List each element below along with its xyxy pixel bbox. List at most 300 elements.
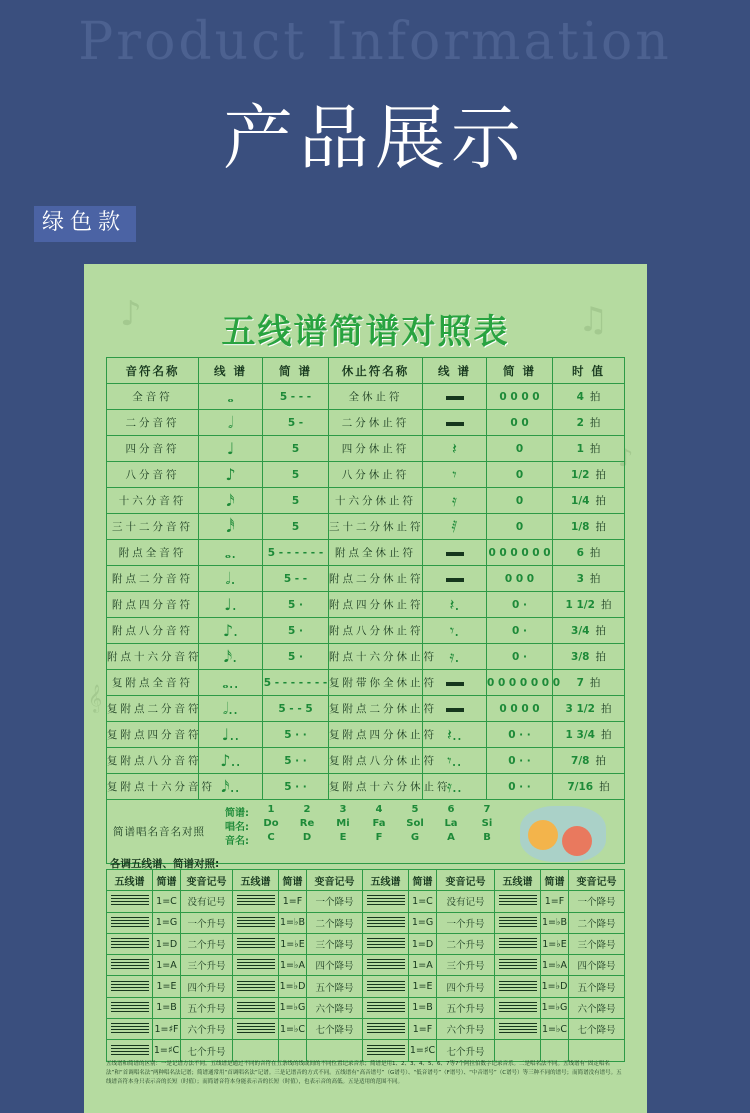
note-jianpu: 5 - xyxy=(263,410,329,436)
key-jianpu: 1=D xyxy=(153,933,181,954)
staff-icon xyxy=(367,895,405,907)
note-name: 附点十六分音符 xyxy=(107,644,199,670)
note-staff-symbol: 𝅗𝅥 xyxy=(199,410,263,436)
staff-cell xyxy=(107,891,153,912)
table-row xyxy=(107,384,625,410)
note-jianpu: 5 · · xyxy=(263,748,329,774)
staff-icon xyxy=(111,981,149,993)
table-row xyxy=(107,891,625,912)
poster-title: 五线谱简谱对照表 xyxy=(221,312,510,352)
column-header: 五线谱 xyxy=(107,870,153,891)
key-jianpu: 1=G xyxy=(409,912,437,933)
solfa-line-label: 音名: xyxy=(225,836,249,847)
key-jianpu: 1=A xyxy=(153,955,181,976)
staff-cell xyxy=(495,1019,541,1040)
note-rest-table xyxy=(106,357,625,864)
key-jianpu: 1=B xyxy=(409,997,437,1018)
duration-cell xyxy=(553,410,625,436)
music-note-icon: ♪ xyxy=(120,294,142,334)
staff-icon xyxy=(111,1045,149,1057)
key-jianpu: 1=F xyxy=(279,891,307,912)
solfa-value: 2 xyxy=(303,804,311,815)
note-name: 复附点八分音符 xyxy=(107,748,199,774)
note-name: 全音符 xyxy=(107,384,199,410)
duration-cell xyxy=(553,722,625,748)
table-row xyxy=(107,933,625,954)
staff-cell xyxy=(363,976,409,997)
note-staff-symbol: 𝅘𝅥𝅰 xyxy=(199,514,263,540)
accidental-label: 三个升号 xyxy=(437,955,495,976)
solfa-value: G xyxy=(410,832,420,843)
staff-icon xyxy=(499,895,537,907)
rest-bar-icon xyxy=(446,578,464,582)
note-jianpu: 5 - - xyxy=(263,566,329,592)
note-staff-symbol: ♩ xyxy=(199,436,263,462)
column-header: 简谱 xyxy=(409,870,437,891)
duration-unit: 拍 xyxy=(599,781,610,793)
rest-staff-symbol xyxy=(423,384,487,410)
duration-unit: 拍 xyxy=(595,651,606,663)
accidental-label: 二个升号 xyxy=(437,933,495,954)
staff-cell xyxy=(107,1040,153,1061)
staff-icon xyxy=(499,1023,537,1035)
accidental-label: 六个降号 xyxy=(569,997,625,1018)
note-jianpu: 5 - - - xyxy=(263,384,329,410)
table-row xyxy=(107,618,625,644)
duration-value: 4 xyxy=(576,391,584,403)
note-name: 二分音符 xyxy=(107,410,199,436)
duration-unit: 拍 xyxy=(595,469,606,481)
staff-cell xyxy=(107,976,153,997)
note-staff-symbol: ♪.. xyxy=(199,748,263,774)
column-header: 五线谱 xyxy=(233,870,279,891)
rest-staff-symbol: 𝄾.. xyxy=(423,748,487,774)
staff-icon xyxy=(499,917,537,929)
key-jianpu: 1=♭A xyxy=(279,955,307,976)
solfa-value: 6 xyxy=(447,804,455,815)
staff-icon xyxy=(237,1023,275,1035)
note-name: 附点四分音符 xyxy=(107,592,199,618)
accidental-label: 四个降号 xyxy=(569,955,625,976)
duration-value: 1 xyxy=(576,443,584,455)
staff-icon xyxy=(111,895,149,907)
duration-value: 3/4 xyxy=(571,625,590,637)
note-staff-symbol: ♪. xyxy=(199,618,263,644)
rest-staff-symbol xyxy=(423,566,487,592)
rest-staff-symbol: 𝄽. xyxy=(423,592,487,618)
solfa-value: B xyxy=(483,832,491,843)
accidental-label: 五个升号 xyxy=(181,997,233,1018)
variant-label: 绿色款 xyxy=(34,206,136,242)
rest-jianpu: 0 0 xyxy=(487,410,553,436)
key-jianpu: 1=A xyxy=(409,955,437,976)
rest-name: 三十二分休止符 xyxy=(329,514,423,540)
duration-value: 7/16 xyxy=(567,781,594,793)
accidental-label: 六个升号 xyxy=(437,1019,495,1040)
duration-value: 1/4 xyxy=(571,495,590,507)
note-jianpu: 5 xyxy=(263,436,329,462)
duration-unit: 拍 xyxy=(589,677,601,689)
duration-value: 3 1/2 xyxy=(565,703,595,715)
accidental-label: 六个升号 xyxy=(181,1019,233,1040)
key-jianpu: 1=♭A xyxy=(541,955,569,976)
solfa-line xyxy=(219,804,505,818)
column-header: 变音记号 xyxy=(569,870,625,891)
key-jianpu: 1=♭D xyxy=(541,976,569,997)
rest-jianpu: 0 xyxy=(487,436,553,462)
solfa-value: 7 xyxy=(483,804,491,815)
column-header: 简 谱 xyxy=(263,358,329,384)
note-name: 八分音符 xyxy=(107,462,199,488)
background-heading: Product Information xyxy=(78,12,672,72)
rest-jianpu: 0 0 0 xyxy=(487,566,553,592)
rest-staff-symbol: 𝄽 xyxy=(423,436,487,462)
staff-cell xyxy=(495,1040,541,1061)
key-table-title: 各调五线谱、简谱对照: xyxy=(110,858,220,870)
duration-unit: 拍 xyxy=(595,625,606,637)
solfa-cell xyxy=(107,800,625,864)
staff-cell xyxy=(363,891,409,912)
staff-cell xyxy=(107,1019,153,1040)
table-row xyxy=(107,955,625,976)
duration-cell xyxy=(553,436,625,462)
column-header: 简谱 xyxy=(279,870,307,891)
key-jianpu: 1=B xyxy=(153,997,181,1018)
table-row xyxy=(107,976,625,997)
staff-cell xyxy=(495,933,541,954)
accidental-label: 一个降号 xyxy=(307,891,363,912)
solfa-value: 4 xyxy=(375,804,383,815)
column-header: 五线谱 xyxy=(495,870,541,891)
staff-cell xyxy=(495,891,541,912)
duration-value: 2 xyxy=(576,417,584,429)
rest-staff-symbol: 𝅀 xyxy=(423,514,487,540)
footnote: 五线谱和简谱的区别：一是记谱方法不同。五线谱是通过不同的音符在五条线的线或间的不同位置记录音乐；简谱是用1、2、3、4、5、6、7等7个阿拉伯数字记录音乐。二是唱名法不同。五线谱有“固定唱名法”和“首调唱名法”两种唱名法记谱；简谱通常用“首调唱名法”记谱。三是记谱音的方式不同。五线谱有“高音谱号”（G谱号）、“低音谱号”（F谱号）、“中音谱号”（C谱号）等三种不同的谱号；而简谱没有谱号。五线谱音符本身只表示音的长短（时值）；而简谱音符本身能表示音的长短（时值），也表示音的高低。五是适用的范围不同。 xyxy=(106,1061,622,1085)
duration-unit: 拍 xyxy=(600,729,612,741)
table-row xyxy=(107,670,625,696)
table-row xyxy=(107,722,625,748)
solfa-line-label: 简谱: xyxy=(225,808,249,819)
rest-jianpu: 0 0 0 0 xyxy=(487,696,553,722)
note-jianpu: 5 xyxy=(263,514,329,540)
key-jianpu: 1=♭C xyxy=(541,1019,569,1040)
duration-value: 1/8 xyxy=(571,521,590,533)
column-header: 变音记号 xyxy=(181,870,233,891)
duration-cell xyxy=(553,540,625,566)
accidental-label: 三个升号 xyxy=(181,955,233,976)
note-name: 三十二分音符 xyxy=(107,514,199,540)
staff-cell xyxy=(233,955,279,976)
accidental-label: 一个升号 xyxy=(437,912,495,933)
solfa-value: Sol xyxy=(406,818,424,829)
rest-staff-symbol: 𝄿 xyxy=(423,488,487,514)
solfa-line xyxy=(219,818,505,832)
solfa-row xyxy=(107,800,625,864)
key-jianpu: 1=♭G xyxy=(541,997,569,1018)
note-name: 复附点十六分音符 xyxy=(107,774,199,800)
solfa-grid xyxy=(219,804,505,846)
duration-value: 3/8 xyxy=(571,651,590,663)
key-jianpu: 1=♭B xyxy=(541,912,569,933)
duration-cell xyxy=(553,748,625,774)
column-header: 线 谱 xyxy=(423,358,487,384)
note-name: 附点二分音符 xyxy=(107,566,199,592)
table-row xyxy=(107,488,625,514)
column-header: 五线谱 xyxy=(363,870,409,891)
note-staff-symbol: 𝅘𝅥𝅯. xyxy=(199,644,263,670)
key-jianpu: 1=♯C xyxy=(409,1040,437,1061)
table-row xyxy=(107,1040,625,1061)
staff-icon xyxy=(367,959,405,971)
key-jianpu: 1=♭D xyxy=(279,976,307,997)
staff-cell xyxy=(363,1019,409,1040)
staff-icon xyxy=(237,959,275,971)
accidental-label: 二个降号 xyxy=(569,912,625,933)
table-row xyxy=(107,997,625,1018)
key-jianpu: 1=E xyxy=(409,976,437,997)
note-staff-symbol: 𝅝 xyxy=(199,384,263,410)
staff-icon xyxy=(499,1002,537,1014)
solfa-line-label: 唱名: xyxy=(225,822,249,833)
duration-cell xyxy=(553,514,625,540)
accidental-label: 七个降号 xyxy=(307,1019,363,1040)
key-jianpu xyxy=(541,1040,569,1061)
key-jianpu: 1=E xyxy=(153,976,181,997)
duration-value: 1/2 xyxy=(571,469,590,481)
accidental-label: 没有记号 xyxy=(181,891,233,912)
key-jianpu xyxy=(279,1040,307,1061)
column-header: 时 值 xyxy=(553,358,625,384)
note-jianpu: 5 - - - - - - - xyxy=(263,670,329,696)
note-jianpu: 5 · xyxy=(263,618,329,644)
rest-jianpu: 0 0 0 0 0 0 0 xyxy=(487,670,553,696)
column-header: 简谱 xyxy=(541,870,569,891)
column-header: 音符名称 xyxy=(107,358,199,384)
staff-cell xyxy=(233,891,279,912)
table-row xyxy=(107,514,625,540)
rest-staff-symbol xyxy=(423,540,487,566)
rest-jianpu: 0 0 0 0 xyxy=(487,384,553,410)
page-title: 产品展示 xyxy=(223,97,527,179)
duration-cell xyxy=(553,488,625,514)
rest-bar-icon xyxy=(446,682,464,686)
product-poster xyxy=(84,264,647,1113)
duration-unit: 拍 xyxy=(595,495,606,507)
rest-staff-symbol: 𝄾 xyxy=(423,462,487,488)
rest-staff-symbol: 𝄿.. xyxy=(423,774,487,800)
key-jianpu: 1=G xyxy=(153,912,181,933)
duration-cell xyxy=(553,462,625,488)
rest-name: 附点八分休止符 xyxy=(329,618,423,644)
accidental-label: 一个升号 xyxy=(181,912,233,933)
rest-name: 附点全休止符 xyxy=(329,540,423,566)
solfa-value: E xyxy=(339,832,347,843)
duration-value: 7 xyxy=(576,677,584,689)
duration-cell xyxy=(553,592,625,618)
staff-cell xyxy=(107,933,153,954)
staff-cell xyxy=(363,1040,409,1061)
duration-value: 6 xyxy=(576,547,584,559)
solfa-value: 3 xyxy=(339,804,347,815)
duration-cell xyxy=(553,566,625,592)
staff-icon xyxy=(111,917,149,929)
rest-jianpu: 0 0 0 0 0 0 xyxy=(487,540,553,566)
staff-icon xyxy=(367,1023,405,1035)
key-jianpu: 1=C xyxy=(409,891,437,912)
duration-cell xyxy=(553,670,625,696)
note-name: 四分音符 xyxy=(107,436,199,462)
rest-staff-symbol: 𝄾. xyxy=(423,618,487,644)
solfa-value: F xyxy=(375,832,383,843)
table-row xyxy=(107,410,625,436)
accidental-label: 四个升号 xyxy=(437,976,495,997)
note-name: 复附点四分音符 xyxy=(107,722,199,748)
staff-icon xyxy=(111,1023,149,1035)
rest-name: 全休止符 xyxy=(329,384,423,410)
music-note-icon: ♪ xyxy=(618,444,634,472)
key-jianpu: 1=C xyxy=(153,891,181,912)
illustration-child-boy xyxy=(528,820,558,850)
staff-icon xyxy=(499,959,537,971)
solfa-value: Do xyxy=(263,818,279,829)
solfa-value: 1 xyxy=(267,804,275,815)
duration-value: 7/8 xyxy=(571,755,590,767)
rest-jianpu: 0 xyxy=(487,514,553,540)
staff-cell xyxy=(233,976,279,997)
column-header: 变音记号 xyxy=(437,870,495,891)
rest-name: 八分休止符 xyxy=(329,462,423,488)
note-jianpu: 5 - - - - - - xyxy=(263,540,329,566)
note-name: 复附点二分音符 xyxy=(107,696,199,722)
key-jianpu: 1=♭B xyxy=(279,912,307,933)
duration-unit: 拍 xyxy=(600,599,612,611)
solfa-value: D xyxy=(302,832,312,843)
music-note-icon: ♫ xyxy=(578,300,609,340)
staff-cell xyxy=(495,976,541,997)
note-jianpu: 5 · xyxy=(263,592,329,618)
accidental-label: 没有记号 xyxy=(437,891,495,912)
key-signature-table xyxy=(106,869,625,1062)
staff-icon xyxy=(367,981,405,993)
staff-cell xyxy=(495,997,541,1018)
accidental-label: 五个升号 xyxy=(437,997,495,1018)
column-header: 休止符名称 xyxy=(329,358,423,384)
rest-staff-symbol xyxy=(423,410,487,436)
note-jianpu: 5 xyxy=(263,462,329,488)
key-jianpu: 1=♭E xyxy=(279,933,307,954)
note-staff-symbol: ♩. xyxy=(199,592,263,618)
duration-unit: 拍 xyxy=(589,547,601,559)
staff-cell xyxy=(363,912,409,933)
note-name: 附点全音符 xyxy=(107,540,199,566)
rest-name: 复附点四分休止符 xyxy=(329,722,423,748)
solfa-value: Mi xyxy=(336,818,350,829)
staff-cell xyxy=(495,912,541,933)
accidental-label: 四个升号 xyxy=(181,976,233,997)
staff-cell xyxy=(107,955,153,976)
rest-jianpu: 0 · xyxy=(487,644,553,670)
staff-icon xyxy=(237,938,275,950)
key-jianpu: 1=D xyxy=(409,933,437,954)
table-row xyxy=(107,566,625,592)
staff-cell xyxy=(363,997,409,1018)
staff-cell xyxy=(233,1040,279,1061)
duration-cell xyxy=(553,384,625,410)
note-staff-symbol: 𝅗𝅥.. xyxy=(199,696,263,722)
key-jianpu: 1=♯C xyxy=(153,1040,181,1061)
solfa-value: Fa xyxy=(372,818,386,829)
staff-icon xyxy=(367,1002,405,1014)
solfa-label: 简谱唱名音名对照 xyxy=(113,826,205,838)
rest-name: 附点四分休止符 xyxy=(329,592,423,618)
illustration-child-girl xyxy=(562,826,592,856)
table-row xyxy=(107,462,625,488)
note-name: 附点八分音符 xyxy=(107,618,199,644)
staff-icon xyxy=(237,895,275,907)
rest-jianpu: 0 · · xyxy=(487,722,553,748)
note-staff-symbol: 𝅘𝅥𝅯.. xyxy=(199,774,263,800)
solfa-value: Re xyxy=(299,818,315,829)
accidental-label: 四个降号 xyxy=(307,955,363,976)
solfa-value: 5 xyxy=(411,804,419,815)
accidental-label xyxy=(569,1040,625,1061)
rest-name: 复附带你全休止符 xyxy=(329,670,423,696)
column-header: 简谱 xyxy=(153,870,181,891)
duration-unit: 拍 xyxy=(589,417,601,429)
table-row xyxy=(107,696,625,722)
duration-cell xyxy=(553,618,625,644)
solfa-value: La xyxy=(444,818,458,829)
note-jianpu: 5 · · xyxy=(263,774,329,800)
rest-name: 十六分休止符 xyxy=(329,488,423,514)
solfa-value: C xyxy=(267,832,275,843)
duration-value: 1 3/4 xyxy=(565,729,595,741)
staff-cell xyxy=(233,912,279,933)
rest-jianpu: 0 · · xyxy=(487,748,553,774)
rest-name: 附点十六分休止符 xyxy=(329,644,423,670)
accidental-label: 一个降号 xyxy=(569,891,625,912)
accidental-label: 三个降号 xyxy=(569,933,625,954)
solfa-value: Si xyxy=(481,818,493,829)
staff-icon xyxy=(111,1002,149,1014)
note-jianpu: 5 - - 5 xyxy=(263,696,329,722)
accidental-label: 二个升号 xyxy=(181,933,233,954)
note-jianpu: 5 · · xyxy=(263,722,329,748)
accidental-label: 五个降号 xyxy=(307,976,363,997)
staff-cell xyxy=(233,997,279,1018)
key-jianpu: 1=♭C xyxy=(279,1019,307,1040)
staff-icon xyxy=(499,938,537,950)
staff-icon xyxy=(367,917,405,929)
note-staff-symbol: 𝅝. xyxy=(199,540,263,566)
key-jianpu: 1=♯F xyxy=(153,1019,181,1040)
rest-jianpu: 0 · xyxy=(487,592,553,618)
duration-value: 1 1/2 xyxy=(565,599,595,611)
rest-staff-symbol: 𝄿. xyxy=(423,644,487,670)
staff-icon xyxy=(499,981,537,993)
staff-cell xyxy=(233,1019,279,1040)
staff-icon xyxy=(237,1002,275,1014)
key-jianpu: 1=F xyxy=(541,891,569,912)
staff-icon xyxy=(111,938,149,950)
note-staff-symbol: 𝅝.. xyxy=(199,670,263,696)
rest-name: 附点二分休止符 xyxy=(329,566,423,592)
rest-bar-icon xyxy=(446,708,464,712)
accidental-label: 七个升号 xyxy=(181,1040,233,1061)
table-row xyxy=(107,1019,625,1040)
note-jianpu: 5 xyxy=(263,488,329,514)
children-illustration xyxy=(520,806,606,862)
